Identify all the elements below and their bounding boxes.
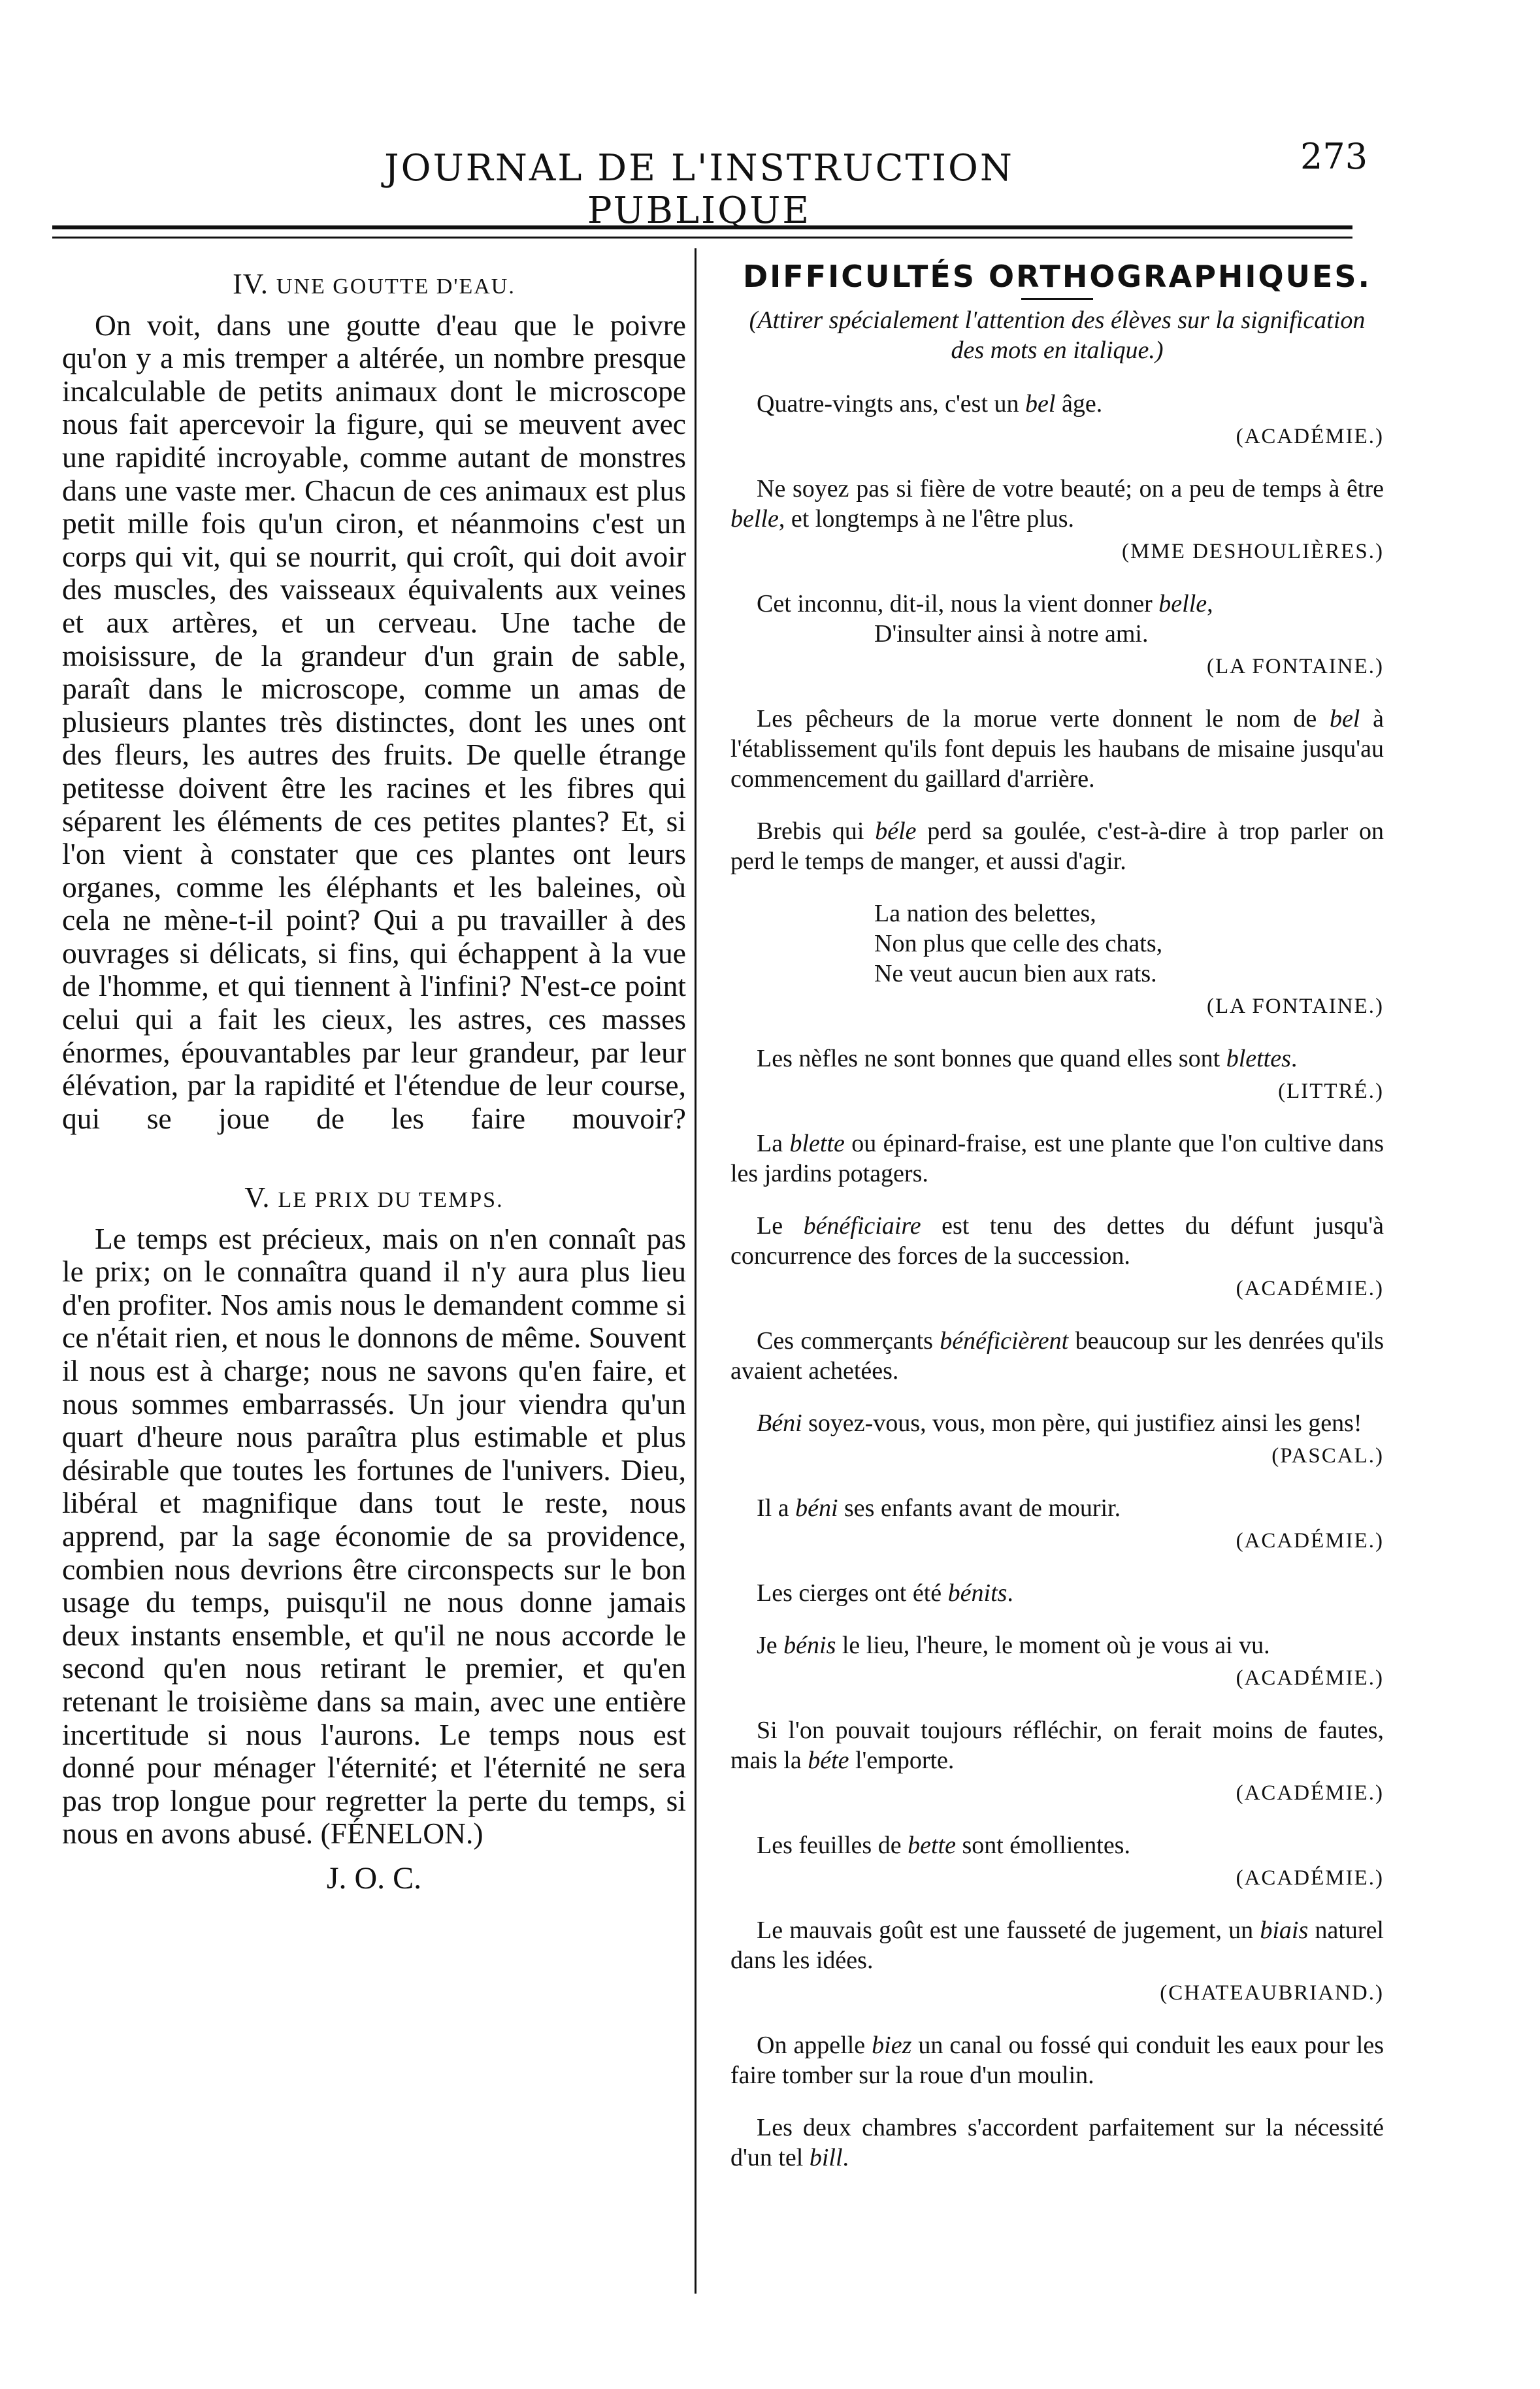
- entry-gap: [730, 1608, 1384, 1630]
- header-rule: [52, 225, 1352, 229]
- section-iv-text: On voit, dans une goutte d'eau que le poivre qu'on y a mis tremper a altérée, un nombre presque incalculable de petits animaux dont le microscope nous fait apercevoir la figure, qui se meuvent avec une rapidité incroyable, comme autant de monstres dans une vaste mer. Chacun de ces animaux est plus petit mille fois qu'un ciron, et néanmoins c'est un corps qui vit, qui se nourrit, qui croît, qui doit avoir des muscles, des vaisseaux équivalents aux veines et aux artères, et un cerveau. Une tache de moisissure, de la grandeur d'un grain de sable, paraît dans le microscope, comme un amas de plusieurs plantes très distinctes, dont les unes ont des fleurs, les autres des fruits. De quelle étrange petitesse doivent être les racines et les fibres qui séparent les éléments de ces petites plantes? Et, si l'on vient à constater que ces plantes ont leurs organes, comme les éléphants et les baleines, où cela ne mène-t-il point? Qui a pu travailler à des ouvrages si délicats, si fins, qui échappent à la vue de l'homme, et qui tiennent à l'infini? N'est-ce point celui qui a fait les cieux, les astres, ces masses énormes, épouvantables par leur grandeur, par leur élévation, par la rapidité et l'étendue de leur course, qui se joue de les faire mouvoir?: [62, 308, 686, 1135]
- entry-block: [730, 474, 1384, 567]
- entry-block: [730, 1129, 1384, 1211]
- entries-list: [730, 389, 1384, 2195]
- italic-word: belle: [1158, 590, 1207, 618]
- entry-source: (MME DESHOULIÈRES.): [1122, 540, 1384, 563]
- entry-text: Quatre-vingts ans, c'est un bel âge.: [757, 390, 1103, 418]
- entry-block: [730, 1493, 1384, 1556]
- entry-block: [730, 704, 1384, 816]
- italic-word: bel: [1329, 705, 1360, 733]
- entry-text: Cet inconnu, dit-il, nous la vient donner belle,: [757, 590, 1213, 618]
- left-column: [62, 261, 686, 1896]
- verse-line: La nation des belettes,: [874, 900, 1096, 927]
- difficultes-title: DIFFICULTÉS ORTHOGRAPHIQUES.: [742, 259, 1372, 294]
- italic-word: biais: [1260, 1917, 1309, 1944]
- entry-source: (CHATEAUBRIAND.): [1160, 1981, 1384, 2005]
- section-iv-heading: [62, 268, 686, 304]
- entry-block: [730, 1715, 1384, 1808]
- verse-line: D'insulter ainsi à notre ami.: [874, 620, 1149, 648]
- entry-text: Les feuilles de bette sont émollientes.: [757, 1832, 1130, 1859]
- entry-block: [730, 898, 1384, 1021]
- entry-block: [730, 2030, 1384, 2113]
- entry-source: (ACADÉMIE.): [1236, 1666, 1384, 1690]
- entry-source: (ACADÉMIE.): [1236, 1866, 1384, 1890]
- entry-source: (ACADÉMIE.): [1236, 1781, 1384, 1805]
- italic-word: blettes: [1226, 1045, 1291, 1072]
- entry-text: Le bénéficiaire est tenu des dettes du défunt jusqu'à concurrence des forces de la succession.: [730, 1212, 1384, 1270]
- entry-text: Les cierges ont été bénits.: [757, 1579, 1013, 1607]
- entry-text: Les deux chambres s'accordent parfaitement sur la nécessité d'un tel bill.: [730, 2114, 1384, 2171]
- entry-text: Je bénis le lieu, l'heure, le moment où je vous ai vu.: [757, 1632, 1270, 1659]
- section-v-text: Le temps est précieux, mais on n'en connaît pas le prix; on le connaîtra quand il n'y aura plus lieu d'en profiter. Nos amis nous le demandent comme si ce n'était rien, et nous le donnons de même. Souvent il nous est à charge; nous ne savons qu'en faire, et nous sommes embarrassés. Un jour viendra qu'un quart d'heure nous paraîtra plus estimable et plus désirable que toutes les fortunes de l'univers. Dieu, libéral et magnifique dans tout le reste, nous apprend, par la sage économie de sa providence, combien nous devrions être circonspects sur le bon usage du temps, puisqu'il ne nous donne jamais deux instants ensemble, et qu'il ne nous accorde le second qu'en nous retirant le premier, et qu'en retenant le troisième dans sa main, avec une entière incertitude si nous l'aurons. Le temps nous est donné pour ménager l'éternité; et l'éternité ne sera pas trop longue pour regretter la perte du temps, si nous en avons abusé. (FÉNELON.): [62, 1221, 686, 1851]
- entry-text: Les nèfles ne sont bonnes que quand elles sont blettes.: [757, 1045, 1298, 1072]
- entry-block: [730, 2113, 1384, 2195]
- italic-word: béni: [795, 1494, 838, 1522]
- verse-line: Non plus que celle des chats,: [874, 930, 1163, 957]
- italic-word: bénéficièrent: [940, 1327, 1069, 1355]
- italic-word: bénéficiaire: [803, 1212, 921, 1240]
- entry-block: [730, 1915, 1384, 2008]
- column-divider: [695, 248, 696, 2294]
- entry-gap: [730, 2173, 1384, 2195]
- signoff: J. O. C.: [326, 1860, 422, 1896]
- title-rule: [1021, 298, 1093, 300]
- entry-block: [730, 589, 1384, 682]
- section-v-title: LE PRIX DU TEMPS.: [278, 1188, 504, 1213]
- entry-text: Le mauvais goût est une fausseté de jugement, un biais naturel dans les idées.: [730, 1917, 1384, 1974]
- entry-text: Ne soyez pas si fière de votre beauté; on a peu de temps à être belle, et longtemps à ne l'être plus.: [730, 475, 1384, 533]
- italic-word: bénis: [783, 1632, 836, 1659]
- italic-word: bel: [1025, 390, 1056, 418]
- section-v-heading: [62, 1181, 686, 1217]
- entry-source: (LITTRÉ.): [1278, 1079, 1384, 1103]
- entry-block: [730, 1630, 1384, 1693]
- italic-word: béle: [875, 817, 917, 845]
- entry-text: On appelle biez un canal ou fossé qui conduit les eaux pour les faire tomber sur la roue d'un moulin.: [730, 2032, 1384, 2089]
- verse-line: Ne veut aucun bien aux rats.: [874, 960, 1157, 987]
- entry-block: [730, 1044, 1384, 1106]
- section-iv-title: UNE GOUTTE D'EAU.: [276, 274, 516, 299]
- entry-block: [730, 1578, 1384, 1630]
- italic-word: bénits: [947, 1579, 1008, 1607]
- entry-text: Les pêcheurs de la morue verte donnent le nom de bel à l'établissement qu'ils font depuis les haubans de misaine jusqu'au commencement du gaillard d'arrière.: [730, 705, 1384, 793]
- entry-text: La blette ou épinard-fraise, est une plante que l'on cultive dans les jardins potagers.: [730, 1130, 1384, 1187]
- entry-block: [730, 1830, 1384, 1893]
- entry-gap: [730, 876, 1384, 898]
- entry-text: Brebis qui béle perd sa goulée, c'est-à-dire à trop parler on perd le temps de manger, et aussi d'agir.: [730, 817, 1384, 875]
- entry-gap: [730, 794, 1384, 816]
- entry-source: (ACADÉMIE.): [1236, 1529, 1384, 1553]
- section-iv-numeral: IV.: [233, 268, 269, 300]
- page-number: 273: [1300, 136, 1368, 177]
- italic-word: bette: [908, 1832, 956, 1859]
- entry-source: (ACADÉMIE.): [1236, 425, 1384, 448]
- header-rule-thin: [52, 237, 1352, 239]
- entry-block: [730, 1408, 1384, 1471]
- entry-text: Il a béni ses enfants avant de mourir.: [757, 1494, 1121, 1522]
- entry-gap: [730, 1386, 1384, 1408]
- entry-block: [730, 1326, 1384, 1408]
- right-column: [730, 261, 1384, 2195]
- entry-text: Si l'on pouvait toujours réfléchir, on ferait moins de fautes, mais la béte l'emporte.: [730, 1717, 1384, 1774]
- entry-block: [730, 1211, 1384, 1304]
- italic-word: bill: [809, 2144, 843, 2171]
- italic-word: Béni: [757, 1409, 802, 1437]
- running-title: JOURNAL DE L'INSTRUCTION PUBLIQUE: [384, 147, 1014, 232]
- italic-word: biez: [872, 2032, 912, 2059]
- instruction-text: (Attirer spécialement l'attention des élèves sur la signification des mots en italique.): [749, 306, 1366, 364]
- italic-word: belle: [730, 505, 779, 533]
- entry-text: Béni soyez-vous, vous, mon père, qui justifiez ainsi les gens!: [757, 1409, 1362, 1437]
- italic-word: béte: [808, 1747, 849, 1774]
- entry-source: (ACADÉMIE.): [1236, 1277, 1384, 1300]
- entry-text: Ces commerçants bénéficièrent beaucoup sur les denrées qu'ils avaient achetées.: [730, 1327, 1384, 1385]
- entry-block: [730, 816, 1384, 898]
- italic-word: blette: [789, 1130, 845, 1157]
- entry-source: (PASCAL.): [1271, 1444, 1384, 1468]
- entry-block: [730, 389, 1384, 452]
- section-v-numeral: V.: [244, 1181, 270, 1214]
- entry-gap: [730, 1189, 1384, 1211]
- entry-gap: [730, 2090, 1384, 2113]
- entry-source: (LA FONTAINE.): [1207, 655, 1384, 678]
- entry-source: (LA FONTAINE.): [1207, 995, 1384, 1018]
